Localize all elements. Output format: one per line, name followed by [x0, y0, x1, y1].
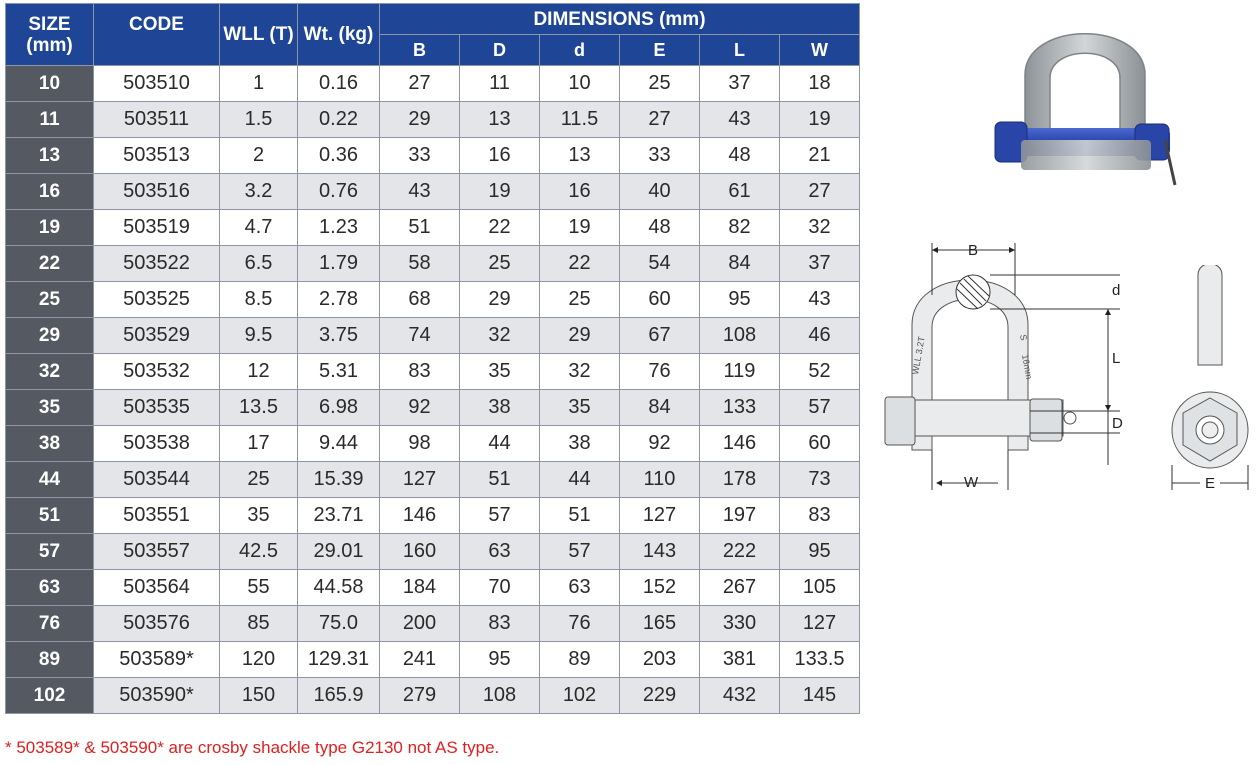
cell-code: 503516: [94, 174, 220, 210]
cell-l: 82: [700, 210, 780, 246]
table-row: [6, 390, 860, 426]
cell-wll: 35: [220, 498, 298, 534]
shackle-side-drawing: [1160, 265, 1255, 495]
cell-size: 102: [6, 678, 94, 714]
cell-e: 165: [620, 606, 700, 642]
cell-wll: 3.2: [220, 174, 298, 210]
header-dim-b: B: [380, 35, 460, 66]
cell-d: 13: [460, 102, 540, 138]
cell-l: 37: [700, 66, 780, 102]
cell-w: 32: [780, 210, 860, 246]
cell-wll: 55: [220, 570, 298, 606]
cell-e: 25: [620, 66, 700, 102]
cell-wt: 44.58: [298, 570, 380, 606]
cell-wll: 2: [220, 138, 298, 174]
label-b: B: [968, 242, 979, 259]
table-row: [6, 606, 860, 642]
cell-code: 503544: [94, 462, 220, 498]
cell-d: 25: [460, 246, 540, 282]
cell-wt: 5.31: [298, 354, 380, 390]
marking-wll: WLL 3.2T: [910, 335, 927, 376]
cell-code: 503564: [94, 570, 220, 606]
cell-wt: 3.75: [298, 318, 380, 354]
cell-l: 119: [700, 354, 780, 390]
table-row: [6, 318, 860, 354]
cell-wll: 120: [220, 642, 298, 678]
cell-l: 432: [700, 678, 780, 714]
cell-b: 127: [380, 462, 460, 498]
marking-size: 16mm: [1020, 353, 1035, 380]
cell-d: 51: [540, 498, 620, 534]
cell-e: 84: [620, 390, 700, 426]
cell-l: 48: [700, 138, 780, 174]
cell-d: 95: [460, 642, 540, 678]
table-row: [6, 534, 860, 570]
cell-w: 127: [780, 606, 860, 642]
label-d-small: d: [1112, 282, 1121, 299]
cell-size: 35: [6, 390, 94, 426]
cell-size: 51: [6, 498, 94, 534]
cell-code: 503538: [94, 426, 220, 462]
cell-size: 13: [6, 138, 94, 174]
cell-w: 27: [780, 174, 860, 210]
cell-wt: 9.44: [298, 426, 380, 462]
cell-d: 63: [540, 570, 620, 606]
cell-wt: 165.9: [298, 678, 380, 714]
cell-w: 60: [780, 426, 860, 462]
cell-d: 35: [540, 390, 620, 426]
cell-d: 44: [540, 462, 620, 498]
cell-code: 503590*: [94, 678, 220, 714]
cell-b: 43: [380, 174, 460, 210]
cell-d: 76: [540, 606, 620, 642]
cell-d: 63: [460, 534, 540, 570]
cell-w: 83: [780, 498, 860, 534]
cell-wll: 17: [220, 426, 298, 462]
cell-size: 63: [6, 570, 94, 606]
cell-l: 43: [700, 102, 780, 138]
cell-d: 16: [540, 174, 620, 210]
cell-d: 57: [540, 534, 620, 570]
cell-b: 146: [380, 498, 460, 534]
cell-e: 54: [620, 246, 700, 282]
shackle-front-drawing: [880, 235, 1150, 505]
cell-d: 57: [460, 498, 540, 534]
cell-b: 279: [380, 678, 460, 714]
table-row: [6, 462, 860, 498]
cell-code: 503519: [94, 210, 220, 246]
cell-wt: 0.22: [298, 102, 380, 138]
cell-wt: 129.31: [298, 642, 380, 678]
cell-l: 108: [700, 318, 780, 354]
cell-code: 503510: [94, 66, 220, 102]
cell-l: 95: [700, 282, 780, 318]
cell-w: 95: [780, 534, 860, 570]
cell-w: 18: [780, 66, 860, 102]
cell-wt: 0.76: [298, 174, 380, 210]
cell-e: 48: [620, 210, 700, 246]
cell-d: 29: [540, 318, 620, 354]
cell-code: 503525: [94, 282, 220, 318]
label-e: E: [1205, 475, 1216, 492]
cell-w: 43: [780, 282, 860, 318]
cell-wll: 85: [220, 606, 298, 642]
cell-size: 44: [6, 462, 94, 498]
table-row: [6, 678, 860, 714]
cell-wll: 12: [220, 354, 298, 390]
cell-wll: 42.5: [220, 534, 298, 570]
cell-b: 29: [380, 102, 460, 138]
cell-d: 70: [460, 570, 540, 606]
cell-e: 76: [620, 354, 700, 390]
cell-e: 40: [620, 174, 700, 210]
cell-size: 29: [6, 318, 94, 354]
cell-e: 92: [620, 426, 700, 462]
cell-wt: 1.23: [298, 210, 380, 246]
cell-code: 503511: [94, 102, 220, 138]
cell-size: 89: [6, 642, 94, 678]
cell-wll: 8.5: [220, 282, 298, 318]
cell-code: 503532: [94, 354, 220, 390]
cell-d: 35: [460, 354, 540, 390]
cell-wt: 75.0: [298, 606, 380, 642]
cell-wll: 6.5: [220, 246, 298, 282]
cell-e: 60: [620, 282, 700, 318]
cell-w: 57: [780, 390, 860, 426]
cell-wt: 23.71: [298, 498, 380, 534]
table-row: [6, 354, 860, 390]
cell-l: 330: [700, 606, 780, 642]
cell-d: 51: [460, 462, 540, 498]
cell-w: 105: [780, 570, 860, 606]
cell-b: 83: [380, 354, 460, 390]
cell-wll: 13.5: [220, 390, 298, 426]
cell-l: 267: [700, 570, 780, 606]
cell-b: 98: [380, 426, 460, 462]
table-row: [6, 210, 860, 246]
cell-size: 22: [6, 246, 94, 282]
cell-size: 25: [6, 282, 94, 318]
cell-w: 21: [780, 138, 860, 174]
shackle-photo: [985, 0, 1185, 210]
cell-wll: 1: [220, 66, 298, 102]
table-row: [6, 642, 860, 678]
cell-w: 46: [780, 318, 860, 354]
cell-b: 160: [380, 534, 460, 570]
cell-wt: 29.01: [298, 534, 380, 570]
header-dim-d: d: [540, 35, 620, 66]
cell-e: 110: [620, 462, 700, 498]
cell-size: 38: [6, 426, 94, 462]
cell-d: 108: [460, 678, 540, 714]
cell-w: 19: [780, 102, 860, 138]
cell-d: 19: [460, 174, 540, 210]
cell-e: 27: [620, 102, 700, 138]
cell-e: 33: [620, 138, 700, 174]
cell-wll: 1.5: [220, 102, 298, 138]
cell-wt: 15.39: [298, 462, 380, 498]
cell-wt: 0.36: [298, 138, 380, 174]
cell-l: 197: [700, 498, 780, 534]
cell-l: 222: [700, 534, 780, 570]
cell-b: 241: [380, 642, 460, 678]
table-row: [6, 498, 860, 534]
cell-d: 89: [540, 642, 620, 678]
cell-d: 22: [540, 246, 620, 282]
cell-d: 32: [540, 354, 620, 390]
cell-wll: 4.7: [220, 210, 298, 246]
header-code: CODE: [94, 4, 220, 66]
table-row: [6, 426, 860, 462]
cell-d: 44: [460, 426, 540, 462]
cell-size: 11: [6, 102, 94, 138]
cell-wll: 25: [220, 462, 298, 498]
cell-d: 11.5: [540, 102, 620, 138]
cell-code: 503557: [94, 534, 220, 570]
cell-code: 503522: [94, 246, 220, 282]
cell-code: 503529: [94, 318, 220, 354]
cell-d: 38: [460, 390, 540, 426]
cell-b: 51: [380, 210, 460, 246]
cell-d: 10: [540, 66, 620, 102]
cell-e: 127: [620, 498, 700, 534]
cell-l: 146: [700, 426, 780, 462]
cell-d: 29: [460, 282, 540, 318]
cell-l: 178: [700, 462, 780, 498]
cell-b: 74: [380, 318, 460, 354]
cell-code: 503551: [94, 498, 220, 534]
cell-e: 143: [620, 534, 700, 570]
table-row: [6, 282, 860, 318]
cell-l: 381: [700, 642, 780, 678]
cell-size: 16: [6, 174, 94, 210]
header-dim-e: E: [620, 35, 700, 66]
cell-d: 25: [540, 282, 620, 318]
cell-l: 84: [700, 246, 780, 282]
cell-d: 32: [460, 318, 540, 354]
cell-d: 22: [460, 210, 540, 246]
header-weight: Wt. (kg): [298, 4, 380, 66]
label-l: L: [1112, 350, 1121, 367]
header-dim-D: D: [460, 35, 540, 66]
cell-e: 229: [620, 678, 700, 714]
shackle-spec-table: [5, 3, 860, 714]
label-d-large: D: [1112, 415, 1123, 432]
header-wll: WLL (T): [220, 4, 298, 66]
cell-w: 145: [780, 678, 860, 714]
header-dim-w: W: [780, 35, 860, 66]
footnote: * 503589* & 503590* are crosby shackle type G2130 not AS type.: [5, 738, 500, 757]
label-w: W: [964, 474, 979, 491]
cell-wll: 9.5: [220, 318, 298, 354]
cell-w: 133.5: [780, 642, 860, 678]
cell-d: 38: [540, 426, 620, 462]
cell-size: 19: [6, 210, 94, 246]
cell-b: 27: [380, 66, 460, 102]
cell-w: 52: [780, 354, 860, 390]
table-body: [6, 66, 860, 714]
cell-w: 37: [780, 246, 860, 282]
cell-e: 203: [620, 642, 700, 678]
marking-mark: S: [1018, 333, 1029, 342]
table-row: [6, 102, 860, 138]
cell-size: 57: [6, 534, 94, 570]
table-row: [6, 246, 860, 282]
cell-e: 152: [620, 570, 700, 606]
cell-wt: 6.98: [298, 390, 380, 426]
cell-wll: 150: [220, 678, 298, 714]
cell-b: 68: [380, 282, 460, 318]
header-dim-l: L: [700, 35, 780, 66]
cell-wt: 1.79: [298, 246, 380, 282]
table-row: [6, 174, 860, 210]
cell-d: 16: [460, 138, 540, 174]
cell-code: 503576: [94, 606, 220, 642]
cell-w: 73: [780, 462, 860, 498]
header-dimensions: DIMENSIONS (mm): [380, 4, 860, 35]
cell-d: 13: [540, 138, 620, 174]
cell-d: 19: [540, 210, 620, 246]
cell-size: 32: [6, 354, 94, 390]
cell-size: 76: [6, 606, 94, 642]
table-row: [6, 570, 860, 606]
table-row: [6, 138, 860, 174]
header-size: SIZE (mm): [6, 4, 94, 66]
cell-b: 58: [380, 246, 460, 282]
cell-b: 92: [380, 390, 460, 426]
cell-wt: 2.78: [298, 282, 380, 318]
cell-code: 503535: [94, 390, 220, 426]
cell-code: 503513: [94, 138, 220, 174]
cell-d: 11: [460, 66, 540, 102]
cell-d: 102: [540, 678, 620, 714]
cell-wt: 0.16: [298, 66, 380, 102]
cell-b: 33: [380, 138, 460, 174]
cell-l: 61: [700, 174, 780, 210]
cell-b: 184: [380, 570, 460, 606]
cell-b: 200: [380, 606, 460, 642]
table-row: [6, 66, 860, 102]
cell-l: 133: [700, 390, 780, 426]
cell-d: 83: [460, 606, 540, 642]
cell-e: 67: [620, 318, 700, 354]
cell-size: 10: [6, 66, 94, 102]
cell-code: 503589*: [94, 642, 220, 678]
